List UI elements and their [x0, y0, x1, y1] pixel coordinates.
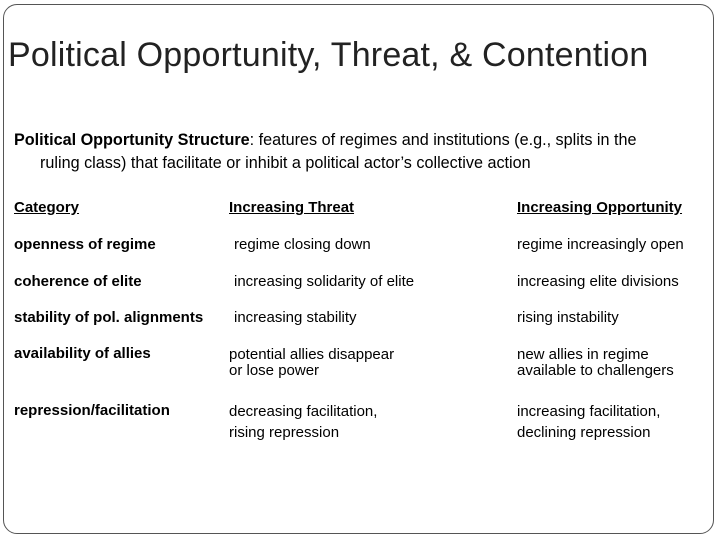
header-category: Category	[14, 199, 80, 216]
definition-text-2: ruling class) that facilitate or inhibit a political actor’s collective action	[40, 154, 531, 172]
row-opportunity: rising instability	[517, 309, 619, 326]
row-threat: regime closing down	[234, 236, 371, 253]
slide-title: Political Opportunity, Threat, & Contention	[8, 36, 649, 74]
row-threat: decreasing facilitation,	[229, 403, 378, 420]
definition-term: Political Opportunity Structure	[14, 131, 250, 149]
row-opportunity-cont: declining repression	[517, 424, 651, 441]
row-opportunity-cont: available to challengers	[517, 362, 674, 379]
definition-paragraph	[14, 129, 714, 175]
slide-frame	[3, 4, 714, 534]
definition-text-1: : features of regimes and institutions (e.g., splits in the	[249, 131, 637, 149]
row-category: repression/facilitation	[14, 402, 170, 419]
row-category: coherence of elite	[14, 273, 142, 290]
row-opportunity: new allies in regime	[517, 346, 649, 363]
row-threat-cont: or lose power	[229, 362, 320, 379]
header-opportunity: Increasing Opportunity	[517, 199, 683, 216]
row-opportunity: increasing elite divisions	[517, 273, 679, 290]
row-category: availability of allies	[14, 345, 151, 362]
row-category: openness of regime	[14, 236, 156, 253]
row-threat-cont: rising repression	[229, 424, 340, 441]
header-threat: Increasing Threat	[229, 199, 355, 216]
row-opportunity: increasing facilitation,	[517, 403, 661, 420]
row-threat: increasing solidarity of elite	[234, 273, 415, 290]
row-threat: increasing stability	[234, 309, 357, 326]
row-opportunity: regime increasingly open	[517, 236, 684, 253]
row-category: stability of pol. alignments	[14, 309, 204, 326]
row-threat: potential allies disappear	[229, 346, 395, 363]
definition-line-1	[14, 129, 714, 152]
